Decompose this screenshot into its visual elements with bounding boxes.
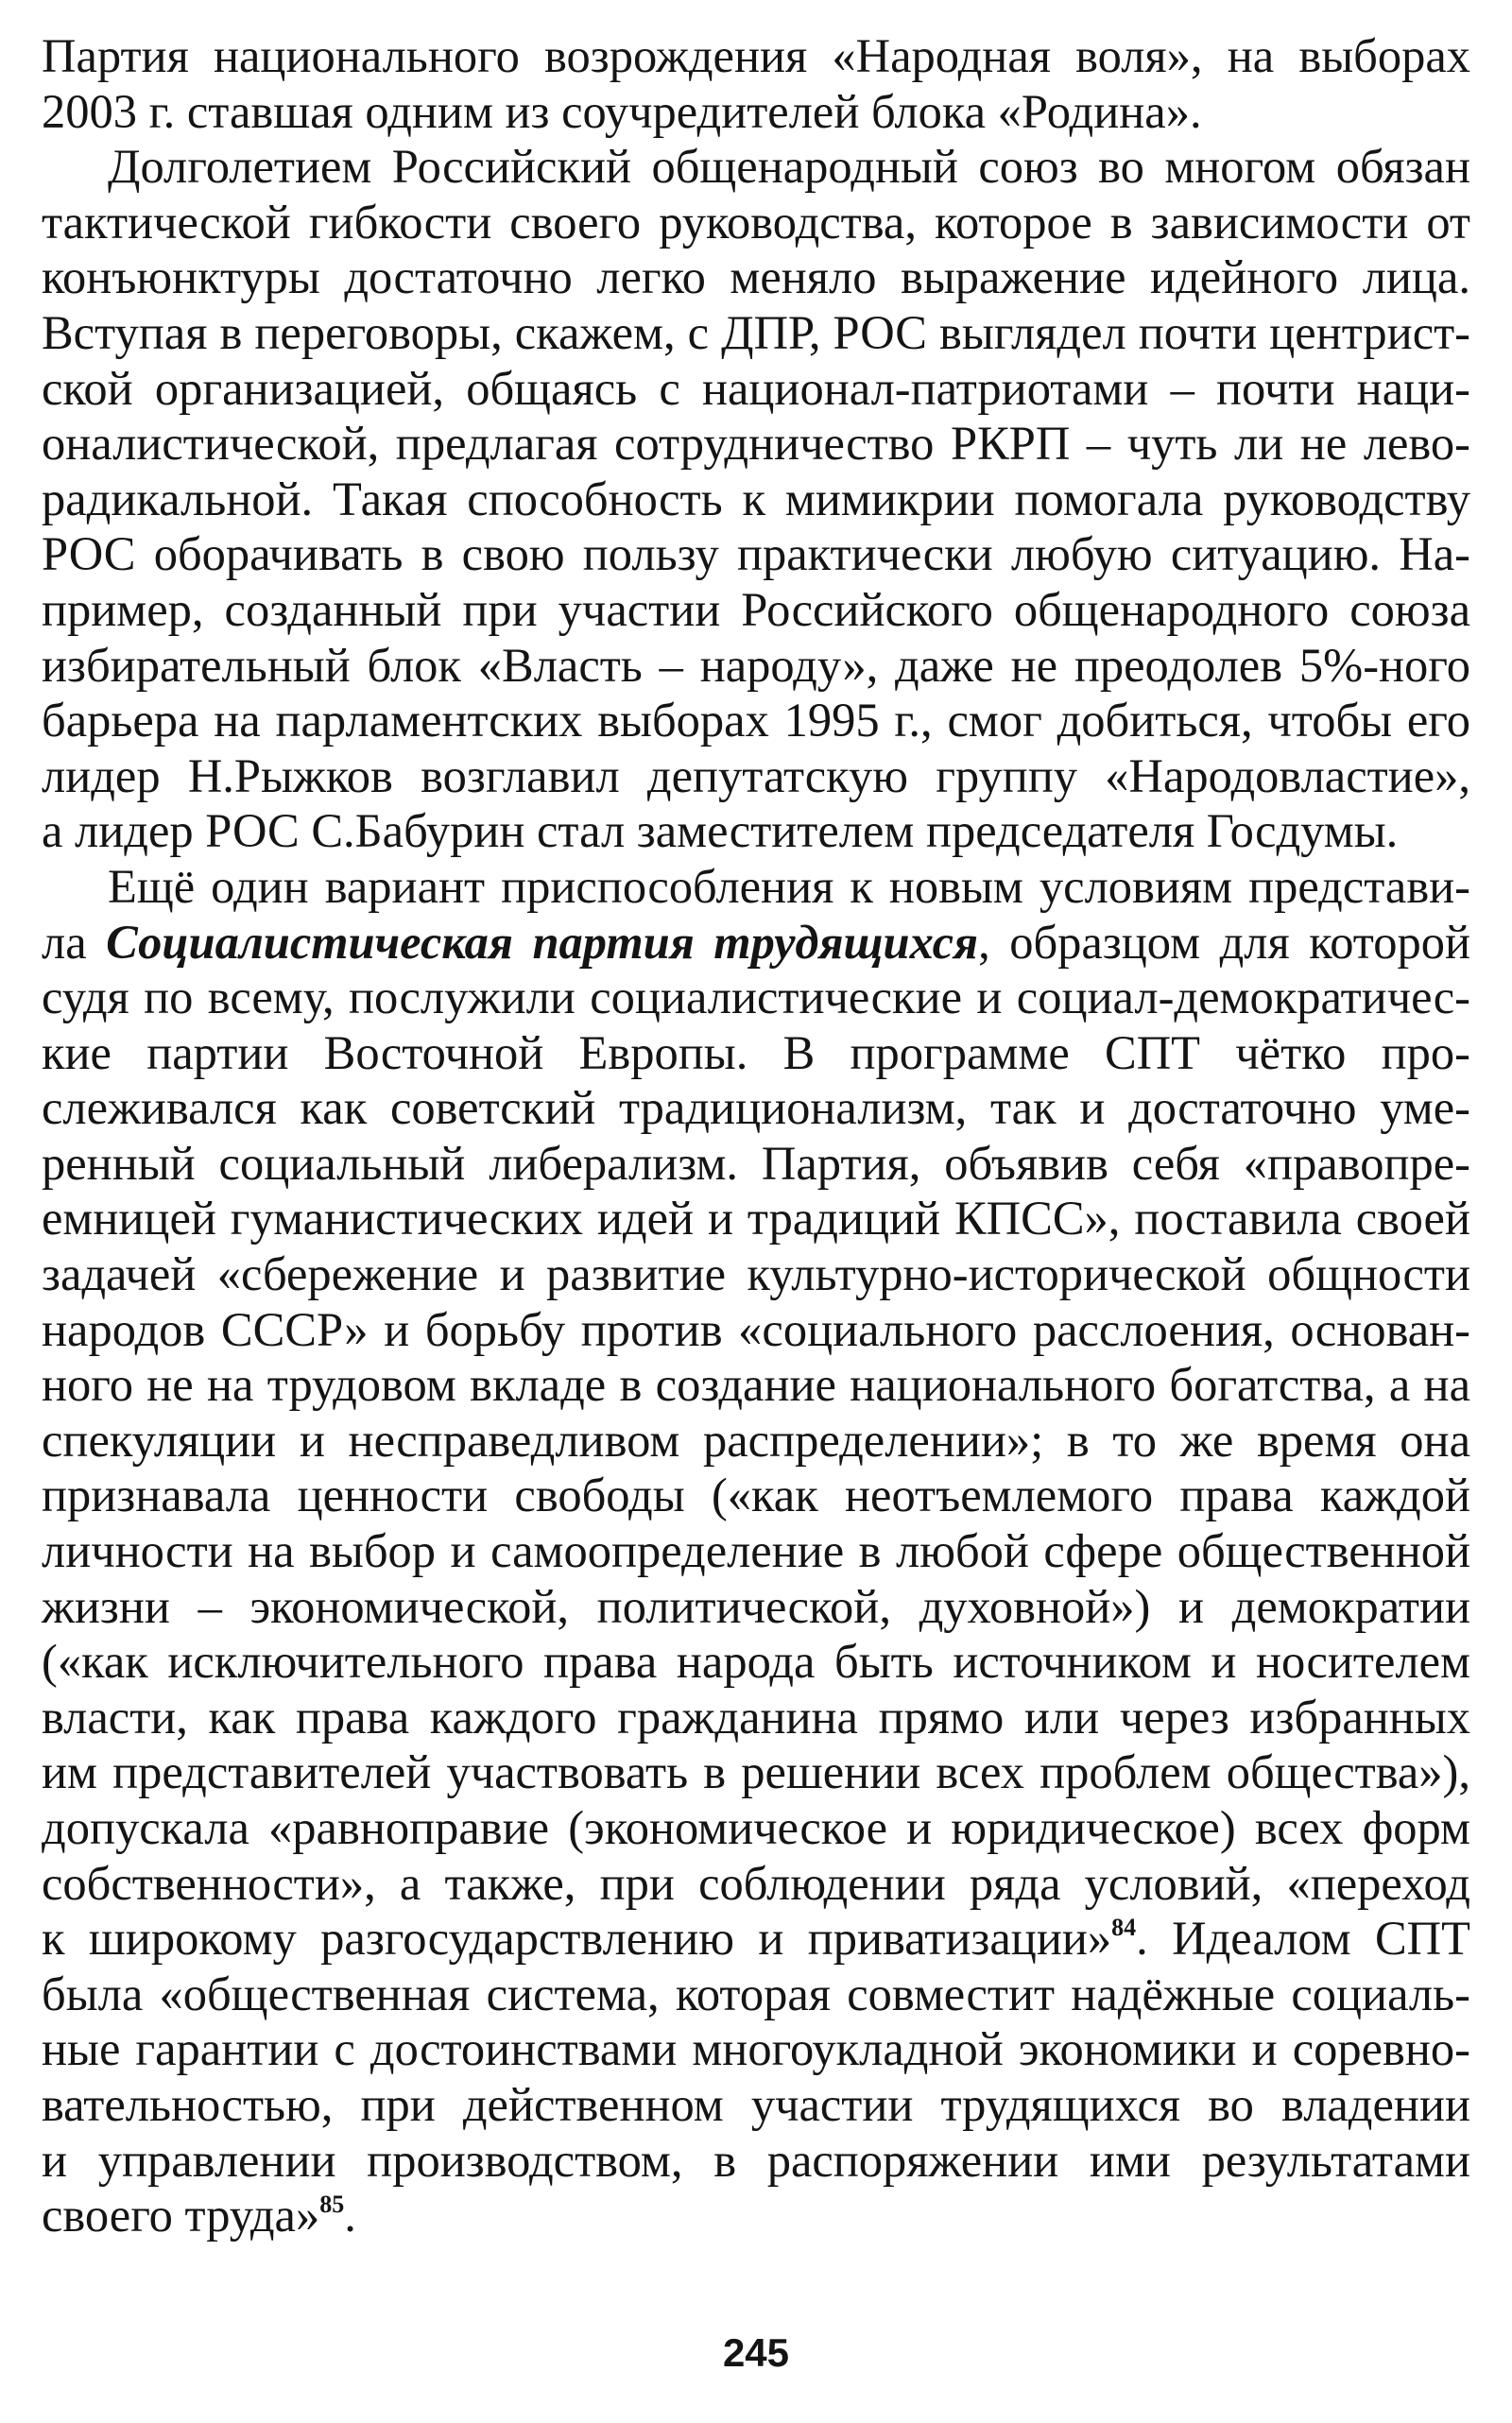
text-line: признавала ценности свободы («как неотъемлемого права каждой	[42, 1469, 1470, 1522]
text-line: лидер Н.Рыжков возглавил депутатскую группу «Народовластие»,	[42, 748, 1470, 802]
text-segment: .	[344, 2189, 356, 2243]
text-line: жизни – экономической, политической, духовной») и демократии	[42, 1579, 1470, 1633]
text-line: а лидер РОС С.Бабурин стал заместителем председателя Госдумы.	[42, 804, 1399, 858]
text-line: («как исключительного права народа быть источником и носителем	[42, 1635, 1470, 1689]
text-line-with-emphasis	[42, 915, 1470, 971]
text-line: ренный социальный либерализм. Партия, объявив себя «правопре-	[42, 1136, 1470, 1190]
text-line: избирательный блок «Власть – народу», даже не преодолев 5%-ного	[42, 638, 1470, 692]
text-line: и управлении производством, в распоряжении ими результатами	[42, 2133, 1470, 2187]
text-line: радикальной. Такая способность к мимикрии помогала руководству	[42, 472, 1470, 525]
text-line: ные гарантии с достоинствами многоукладной экономики и соревно-	[42, 2022, 1470, 2076]
text-line-with-footnote	[42, 1911, 1470, 1967]
text-line: тактической гибкости своего руководства, которое в зависимости от	[42, 195, 1470, 249]
text-line: Вступая в переговоры, скажем, с ДПР, РОС выглядел почти центрист-	[42, 305, 1470, 359]
paragraph-1	[42, 28, 1470, 139]
text-line: кие партии Восточной Европы. В программе СПТ чётко про-	[42, 1025, 1470, 1079]
paragraph-3	[42, 859, 1470, 2243]
paragraph-2	[42, 139, 1470, 859]
text-line: емницей гуманистических идей и традиций КПСС», поставила своей	[42, 1192, 1470, 1246]
text-line: ской организацией, общаясь с национал-патриотами – почти наци-	[42, 361, 1470, 415]
text-line: конъюнктуры достаточно легко меняло выражение идейного лица.	[42, 250, 1470, 304]
text-line: Ещё один вариант приспособления к новым условиям представи-	[108, 859, 1470, 913]
text-line: 2003 г. ставшая одним из соучредителей блока «Родина».	[42, 84, 1202, 138]
text-line: вательностью, при действенном участии трудящихся во владении	[42, 2077, 1470, 2131]
text-line: собственности», а также, при соблюдении ряда условий, «переход	[42, 1856, 1470, 1910]
page-number: 245	[722, 2330, 790, 2375]
footnote-ref-84: 84	[1111, 1914, 1137, 1942]
text-line: была «общественная система, которая совместит надёжные социаль-	[42, 1967, 1470, 2020]
text-line: оналистической, предлагая сотрудничество РКРП – чуть ли не лево-	[42, 417, 1470, 471]
text-line-with-footnote	[42, 2188, 1470, 2243]
book-page-text	[42, 28, 1470, 2243]
text-line: РОС оборачивать в свою пользу практически любую ситуацию. На-	[42, 527, 1470, 581]
text-line: личности на выбор и самоопределение в любой сфере общественной	[42, 1524, 1470, 1578]
text-line: спекуляции и несправедливом распределении»; в то же время она	[42, 1413, 1470, 1467]
party-name-emphasis: Социалистическая партия трудящихся	[106, 915, 979, 969]
text-line: ного не на трудовом вкладе в создание национального богатства, а на	[42, 1358, 1470, 1412]
text-line: барьера на парламентских выборах 1995 г., смог добиться, чтобы его	[42, 694, 1470, 748]
text-line: допускала «равноправие (экономическое и юридическое) всех форм	[42, 1801, 1470, 1854]
footnote-ref-85: 85	[319, 2191, 345, 2219]
text-line: Партия национального возрождения «Народная воля», на выборах	[42, 29, 1470, 82]
text-line: пример, созданный при участии Российского общенародного союза	[42, 582, 1470, 636]
text-line: им представителей участвовать в решении всех проблем общества»),	[42, 1745, 1470, 1799]
text-segment: к широкому разгосударствлению и приватизации»	[42, 1912, 1112, 1966]
text-line: задачей «сбережение и развитие культурно-исторической общности	[42, 1247, 1470, 1301]
text-segment: , образцом для которой	[978, 915, 1470, 969]
text-line: народов СССР» и борьбу против «социального расслоения, основан-	[42, 1302, 1470, 1356]
text-line: слеживался как советский традиционализм, так и достаточно уме-	[42, 1081, 1470, 1135]
text-line: Долголетием Российский общенародный союз во многом обязан	[108, 140, 1470, 194]
text-line: судя по всему, послужили социалистические и социал-демократичес-	[42, 971, 1470, 1024]
text-segment: . Идеалом СПТ	[1136, 1912, 1470, 1966]
text-segment: своего труда»	[42, 2189, 320, 2243]
text-segment: ла	[42, 915, 107, 969]
text-line: власти, как права каждого гражданина прямо или через избранных	[42, 1690, 1470, 1744]
